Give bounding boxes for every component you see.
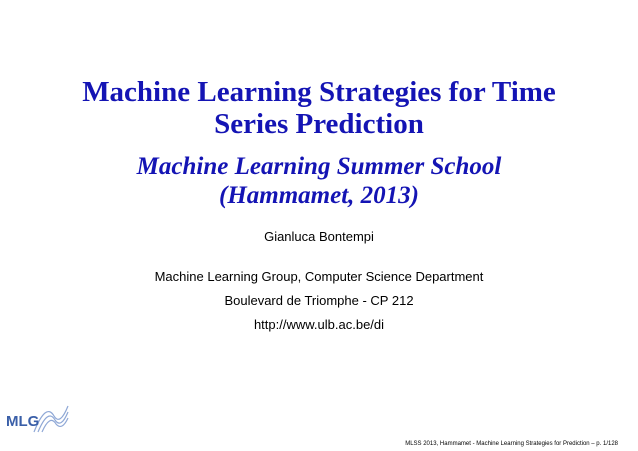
slide-subtitle-line-1: Machine Learning Summer School bbox=[136, 153, 502, 180]
footer-text: MLSS 2013, Hammamet - Machine Learning Strategies for Prediction – p. 1/128 bbox=[405, 441, 618, 447]
slide-title-line-2: Series Prediction bbox=[214, 108, 424, 140]
logo-text: MLG bbox=[6, 413, 40, 430]
affiliation-url: http://www.ulb.ac.be/di bbox=[253, 317, 385, 332]
affiliation-address: Boulevard de Triomphe - CP 212 bbox=[224, 293, 414, 308]
slide-title bbox=[20, 76, 618, 140]
affiliation-group: Machine Learning Group, Computer Science Department bbox=[154, 269, 484, 284]
slide-title-line-1: Machine Learning Strategies for Time bbox=[82, 76, 556, 108]
mlg-logo-icon bbox=[4, 398, 70, 434]
slide-subtitle-line-2: (Hammamet, 2013) bbox=[219, 182, 419, 209]
author-name: Gianluca Bontempi bbox=[264, 229, 374, 244]
slide-subtitle bbox=[20, 152, 618, 210]
